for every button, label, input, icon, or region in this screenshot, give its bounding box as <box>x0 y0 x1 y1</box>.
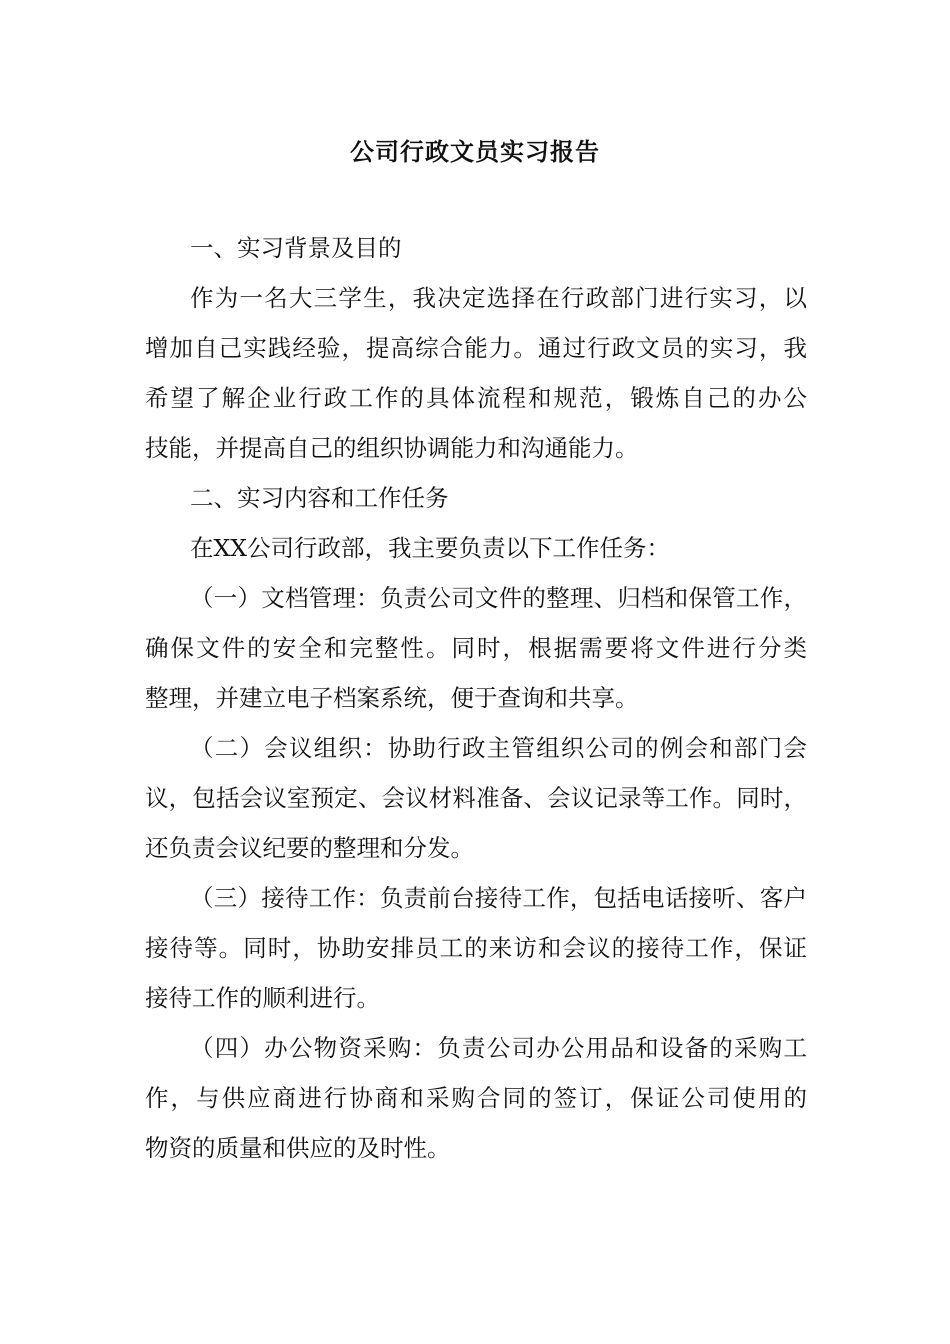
text-line: 议，包括会议室预定、会议材料准备、会议记录等工作。同时， <box>145 784 807 812</box>
text-line: 接待工作的顺利进行。 <box>145 984 380 1012</box>
text-line: 物资的质量和供应的及时性。 <box>145 1134 451 1162</box>
text-line: 在XX公司行政部，我主要负责以下工作任务： <box>190 534 670 562</box>
document-title: 公司行政文员实习报告 <box>350 137 600 166</box>
text-line: 技能，并提高自己的组织协调能力和沟通能力。 <box>145 434 639 462</box>
text-line: 希望了解企业行政工作的具体流程和规范，锻炼自己的办公 <box>145 384 807 412</box>
text-line: （二）会议组织：协助行政主管组织公司的例会和部门会 <box>190 734 807 762</box>
text-line: 增加自己实践经验，提高综合能力。通过行政文员的实习，我 <box>145 334 807 362</box>
text-line: 还负责会议纪要的整理和分发。 <box>145 834 474 862</box>
document-body <box>145 228 807 1178</box>
text-line: （四）办公物资采购：负责公司办公用品和设备的采购工 <box>190 1034 807 1062</box>
text-line: 一、实习背景及目的 <box>190 234 402 262</box>
text-line: 整理，并建立电子档案系统，便于查询和共享。 <box>145 684 639 712</box>
text-line: （三）接待工作：负责前台接待工作，包括电话接听、客户 <box>190 884 807 912</box>
text-line: 作，与供应商进行协商和采购合同的签订，保证公司使用的 <box>145 1084 807 1112</box>
text-line: 作为一名大三学生，我决定选择在行政部门进行实习，以 <box>190 284 807 312</box>
text-line: 二、实习内容和工作任务 <box>190 484 449 512</box>
text-line: 确保文件的安全和完整性。同时，根据需要将文件进行分类 <box>145 634 807 662</box>
text-line: 接待等。同时，协助安排员工的来访和会议的接待工作，保证 <box>145 934 807 962</box>
text-line: （一）文档管理：负责公司文件的整理、归档和保管工作， <box>190 584 807 612</box>
